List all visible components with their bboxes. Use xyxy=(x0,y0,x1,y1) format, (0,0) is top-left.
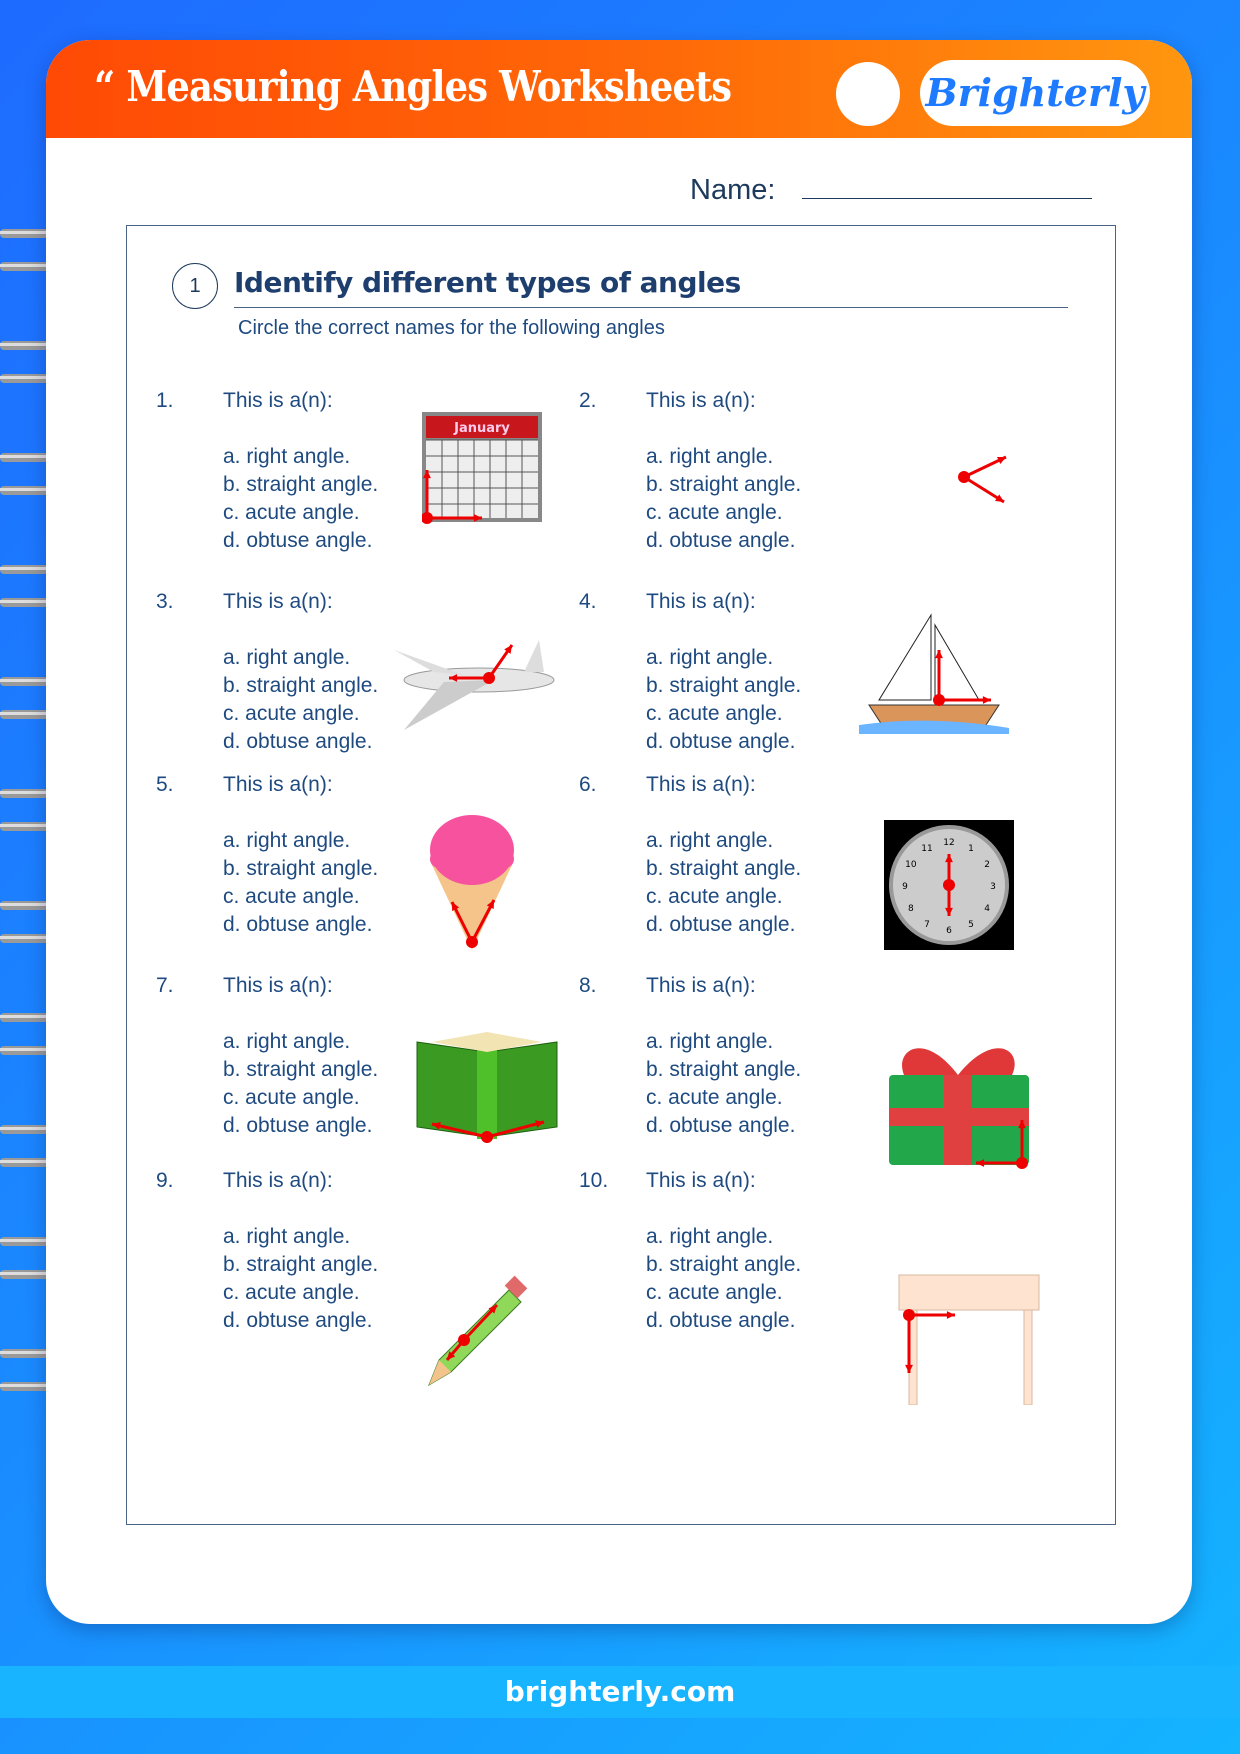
answer-option[interactable]: a. right angle. xyxy=(646,1225,774,1248)
question-prompt: This is a(n): xyxy=(223,974,333,997)
decorative-circle xyxy=(836,62,900,126)
svg-text:3: 3 xyxy=(990,882,996,892)
gift-picture xyxy=(884,1030,1034,1170)
answer-option[interactable]: d. obtuse angle. xyxy=(223,730,373,753)
answer-option[interactable]: c. acute angle. xyxy=(223,885,360,908)
answer-option[interactable]: c. acute angle. xyxy=(223,1086,360,1109)
question-number: 9. xyxy=(156,1169,174,1192)
book-picture xyxy=(412,1032,562,1147)
svg-text:2: 2 xyxy=(984,860,990,870)
svg-text:10: 10 xyxy=(905,860,917,870)
ice-cream-picture xyxy=(422,810,522,960)
question-prompt: This is a(n): xyxy=(646,389,756,412)
answer-option[interactable]: a. right angle. xyxy=(646,646,774,669)
answer-option[interactable]: c. acute angle. xyxy=(223,1281,360,1304)
answer-option[interactable]: b. straight angle. xyxy=(646,1253,802,1276)
title-underline xyxy=(234,307,1068,308)
arrows-picture xyxy=(914,422,1024,512)
svg-text:6: 6 xyxy=(946,926,952,936)
svg-text:5: 5 xyxy=(968,920,974,931)
answer-option[interactable]: a. right angle. xyxy=(646,445,774,468)
svg-text:11: 11 xyxy=(921,843,933,854)
answer-option[interactable]: b. straight angle. xyxy=(646,674,802,697)
sailboat-picture xyxy=(859,610,1009,735)
question-prompt: This is a(n): xyxy=(646,590,756,613)
answer-option[interactable]: b. straight angle. xyxy=(223,473,379,496)
answer-option[interactable]: c. acute angle. xyxy=(646,702,783,725)
airplane-picture xyxy=(384,620,569,740)
answer-option[interactable]: a. right angle. xyxy=(223,829,351,852)
answer-option[interactable]: b. straight angle. xyxy=(646,857,802,880)
question-number: 4. xyxy=(579,590,597,613)
answer-option[interactable]: a. right angle. xyxy=(646,829,774,852)
header-banner xyxy=(46,40,1192,138)
calendar-month: January xyxy=(454,421,510,436)
answer-option[interactable]: b. straight angle. xyxy=(223,1058,379,1081)
worksheet-title: “ Measuring Angles Worksheets xyxy=(94,62,732,111)
answer-option[interactable]: d. obtuse angle. xyxy=(223,1309,373,1332)
question-number: 3. xyxy=(156,590,174,613)
answer-option[interactable]: c. acute angle. xyxy=(646,885,783,908)
answer-option[interactable]: d. obtuse angle. xyxy=(646,1114,796,1137)
clock-picture xyxy=(884,820,1014,950)
name-field-line[interactable] xyxy=(802,198,1092,199)
answer-option[interactable]: a. right angle. xyxy=(223,445,351,468)
question-number: 10. xyxy=(579,1169,609,1192)
answer-option[interactable]: a. right angle. xyxy=(223,646,351,669)
brighterly-logo: Brighterly xyxy=(920,60,1150,126)
answer-option[interactable]: a. right angle. xyxy=(223,1225,351,1248)
question-prompt: This is a(n): xyxy=(223,389,333,412)
question-prompt: This is a(n): xyxy=(223,1169,333,1192)
question-number: 5. xyxy=(156,773,174,796)
instruction: Circle the correct names for the following angles xyxy=(238,317,665,339)
answer-option[interactable]: b. straight angle. xyxy=(223,857,379,880)
answer-option[interactable]: c. acute angle. xyxy=(223,501,360,524)
question-number: 2. xyxy=(579,389,597,412)
answer-option[interactable]: d. obtuse angle. xyxy=(223,1114,373,1137)
answer-option[interactable]: c. acute angle. xyxy=(646,1281,783,1304)
answer-option[interactable]: b. straight angle. xyxy=(646,473,802,496)
answer-option[interactable]: c. acute angle. xyxy=(223,702,360,725)
question-number: 6. xyxy=(579,773,597,796)
answer-option[interactable]: d. obtuse angle. xyxy=(646,730,796,753)
answer-option[interactable]: a. right angle. xyxy=(646,1030,774,1053)
answer-option[interactable]: d. obtuse angle. xyxy=(646,913,796,936)
question-prompt: This is a(n): xyxy=(223,590,333,613)
answer-option[interactable]: a. right angle. xyxy=(223,1030,351,1053)
calendar-picture xyxy=(422,412,542,524)
svg-text:9: 9 xyxy=(902,882,908,892)
svg-text:7: 7 xyxy=(924,920,930,931)
question-number: 8. xyxy=(579,974,597,997)
section-title: Identify different types of angles xyxy=(234,266,741,299)
answer-option[interactable]: c. acute angle. xyxy=(646,1086,783,1109)
answer-option[interactable]: c. acute angle. xyxy=(646,501,783,524)
question-prompt: This is a(n): xyxy=(646,974,756,997)
svg-text:1: 1 xyxy=(968,843,974,854)
answer-option[interactable]: d. obtuse angle. xyxy=(223,529,373,552)
svg-text:12: 12 xyxy=(943,838,955,848)
answer-option[interactable]: d. obtuse angle. xyxy=(223,913,373,936)
section-number: 1 xyxy=(172,263,218,309)
answer-option[interactable]: d. obtuse angle. xyxy=(646,1309,796,1332)
answer-option[interactable]: b. straight angle. xyxy=(223,674,379,697)
question-prompt: This is a(n): xyxy=(223,773,333,796)
svg-text:4: 4 xyxy=(984,904,990,914)
desk-picture xyxy=(889,1265,1054,1405)
question-number: 1. xyxy=(156,389,174,412)
question-number: 7. xyxy=(156,974,174,997)
pencil-picture xyxy=(409,1260,534,1395)
answer-option[interactable]: b. straight angle. xyxy=(223,1253,379,1276)
svg-text:8: 8 xyxy=(908,904,914,914)
answer-option[interactable]: d. obtuse angle. xyxy=(646,529,796,552)
question-prompt: This is a(n): xyxy=(646,1169,756,1192)
question-prompt: This is a(n): xyxy=(646,773,756,796)
answer-option[interactable]: b. straight angle. xyxy=(646,1058,802,1081)
footer-url[interactable]: brighterly.com xyxy=(0,1666,1240,1718)
name-label: Name: xyxy=(690,174,776,206)
